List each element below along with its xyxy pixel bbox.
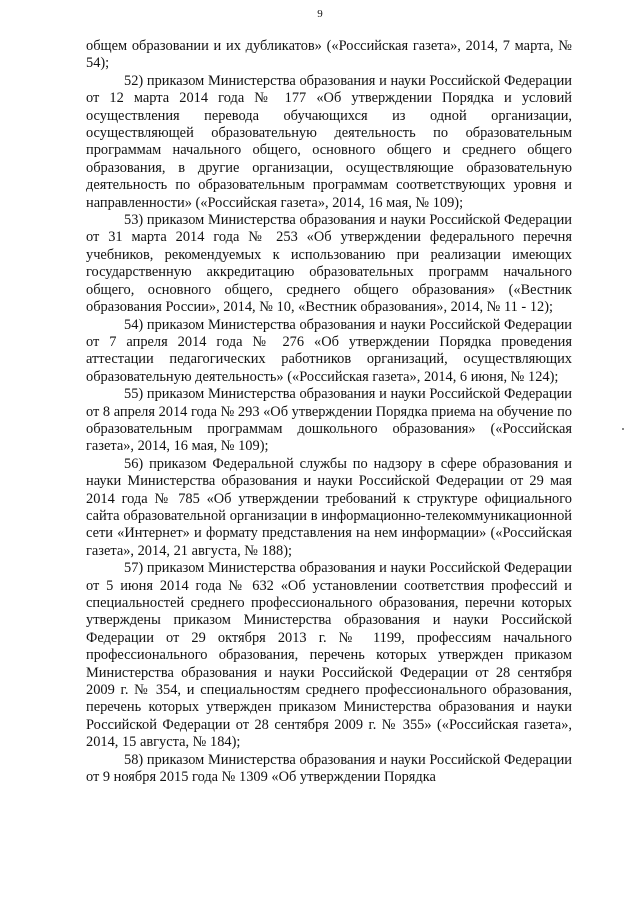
list-item-52: 52) приказом Министерства образования и науки Российской Федерации от 12 марта 2014 года № 177 «Об утверждении Порядка и условий осуществления перевода обучающихся из одной организации, осуществляющей образовательную деятельность по образовательным программам начального общего, основного общего и среднего общего образования, в другие организации, осуществляющие образовательную деятельность по образовательным программам соответствующих уровня и направленности» («Российская газета», 2014, 16 мая, № 109); <box>86 72 572 211</box>
list-item-54: 54) приказом Министерства образования и науки Российской Федерации от 7 апреля 2014 года № 276 «Об утверждении Порядка проведения аттестации педагогических работников организаций, осуществляющих образовательную деятельность» («Российская газета», 2014, 6 июня, № 124); <box>86 316 572 385</box>
list-item-58: 58) приказом Министерства образования и науки Российской Федерации от 9 ноября 2015 года № 1309 «Об утверждении Порядка <box>86 751 572 786</box>
paragraph-continuation: общем образовании и их дубликатов» («Российская газета», 2014, 7 марта, № 54); <box>86 38 572 72</box>
list-item-55: 55) приказом Министерства образования и науки Российской Федерации от 8 апреля 2014 года № 293 «Об утверждении Порядка приема на обучение по образовательным программам дошкольного образования» («Российская газета», 2014, 16 мая, № 109); <box>86 386 572 455</box>
document-body <box>86 38 572 786</box>
list-item-57: 57) приказом Министерства образования и науки Российской Федерации от 5 июня 2014 года № 632 «Об установлении соответствия профессий и специальностей среднего профессионального образования, перечни которых утверждены приказом Министерства образования и науки Российской Федерации от 29 октября 2013 г. № 1199, профессиям начального профессионального образования, перечень которых утвержден приказом Министерства образования и науки Российской Федерации от 28 сентября 2009 г. № 354, и специальностям среднего профессионального образования, перечень которых утвержден приказом Министерства образования и науки Российской Федерации от 28 сентября 2009 г. № 355» («Российская газета», 2014, 15 августа, № 184); <box>86 560 572 751</box>
list-item-53: 53) приказом Министерства образования и науки Российской Федерации от 31 марта 2014 года № 253 «Об утверждении федерального перечня учебников, рекомендуемых к использованию при реализации имеющих государственную аккредитацию образовательных программ начального общего, основного общего, среднего общего образования» («Вестник образования России», 2014, № 10, «Вестник образования», 2014, № 11 - 12); <box>86 212 572 316</box>
scan-speck <box>622 428 624 430</box>
list-item-56: 56) приказом Федеральной службы по надзору в сфере образования и науки Министерства образования и науки Российской Федерации от 29 мая 2014 года № 785 «Об утверждении требований к структуре официального сайта образовательной организации в информационно-телекоммуникационной сети «Интернет» и формату представления на нем информации» («Российская газета», 2014, 21 августа, № 188); <box>86 455 572 559</box>
page-number: 9 <box>317 8 323 20</box>
